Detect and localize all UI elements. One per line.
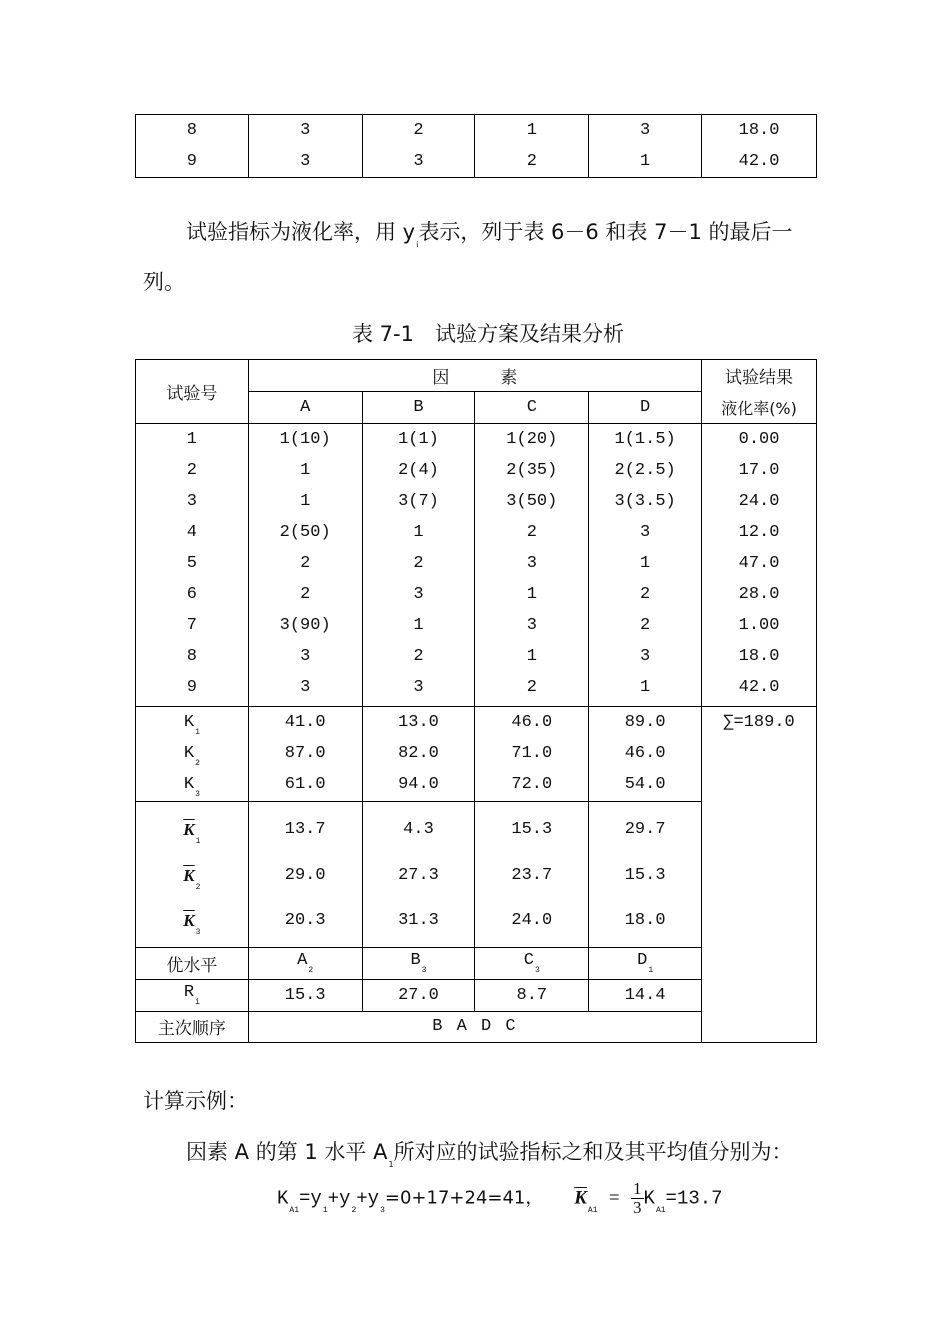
cell: 17.0 bbox=[738, 461, 780, 480]
k-label: $K_2$ bbox=[183, 744, 200, 768]
best-label: 优水平 bbox=[136, 947, 249, 979]
header-result-1: 试验结果 bbox=[702, 360, 817, 392]
cell: 3 bbox=[300, 678, 311, 697]
cell: 18.0 bbox=[702, 115, 817, 147]
header-row bbox=[136, 360, 817, 392]
cell: 3 bbox=[640, 647, 651, 666]
header-result-2: 液化率(%) bbox=[702, 392, 817, 424]
cell: 1 bbox=[300, 461, 311, 480]
formula-text: =y bbox=[299, 1187, 322, 1210]
kbar-label: $\overline{K}_3$ bbox=[183, 911, 201, 937]
cell: 41.0 bbox=[284, 713, 326, 732]
cell: 3 bbox=[413, 585, 424, 604]
cell: 2 bbox=[413, 647, 424, 666]
trial-no: 5 bbox=[186, 554, 197, 573]
kbar-label: $\overline{K}_1$ bbox=[183, 820, 201, 846]
cell: 3 bbox=[362, 146, 475, 178]
cell: 1(1) bbox=[398, 430, 439, 449]
col-d bbox=[589, 424, 702, 707]
trials-block bbox=[136, 424, 817, 707]
cell: 24.0 bbox=[511, 911, 553, 930]
cell: 18.0 bbox=[624, 911, 666, 930]
cell: 23.7 bbox=[511, 865, 553, 885]
r-d: 14.4 bbox=[589, 979, 702, 1011]
best-b: $B_3$ bbox=[362, 947, 475, 979]
cell: 8 bbox=[136, 115, 249, 147]
cell: 2(50) bbox=[279, 523, 331, 542]
cell: 31.3 bbox=[398, 911, 439, 930]
order-value: B A D C bbox=[248, 1011, 701, 1042]
kbar-label: $\overline{K}_2$ bbox=[183, 865, 201, 892]
sum-value: ∑=189.0 bbox=[723, 713, 795, 732]
cell: 3 bbox=[589, 115, 702, 147]
cell: 0.00 bbox=[738, 430, 780, 449]
cell: 3 bbox=[526, 616, 537, 635]
order-label: 主次顺序 bbox=[136, 1011, 249, 1042]
k-block bbox=[136, 707, 817, 802]
k-labels bbox=[136, 707, 249, 802]
cell: 18.0 bbox=[738, 647, 780, 666]
cell: 1 bbox=[640, 554, 651, 573]
cell: 4.3 bbox=[403, 820, 434, 839]
cell: 24.0 bbox=[738, 492, 780, 511]
example-title: 计算示例： bbox=[143, 1089, 248, 1113]
cell: 72.0 bbox=[511, 775, 553, 794]
cell: 2 bbox=[362, 115, 475, 147]
trial-no: 6 bbox=[186, 585, 197, 604]
best-a: $A_2$ bbox=[248, 947, 362, 979]
table-row bbox=[136, 115, 817, 147]
trial-no: 8 bbox=[186, 647, 197, 666]
cell: 2(4) bbox=[398, 461, 439, 480]
cell: 28.0 bbox=[738, 585, 780, 604]
cell: 27.3 bbox=[398, 865, 439, 885]
cell: 3 bbox=[413, 678, 424, 697]
cell: 2(2.5) bbox=[614, 461, 676, 480]
trial-no: 9 bbox=[186, 678, 197, 697]
para-sub: i bbox=[416, 240, 419, 249]
col-results bbox=[702, 424, 817, 707]
kbar-d bbox=[589, 802, 702, 948]
cell: 1 bbox=[526, 647, 537, 666]
col-c bbox=[475, 424, 589, 707]
cell: 3 bbox=[300, 647, 311, 666]
k-a bbox=[248, 707, 362, 802]
cell: 13.7 bbox=[284, 820, 326, 839]
trial-nos bbox=[136, 424, 249, 707]
cell: 1 bbox=[300, 492, 311, 511]
trial-no: 4 bbox=[186, 523, 197, 542]
k-label: $K_3$ bbox=[183, 775, 200, 799]
sum-cell bbox=[702, 707, 817, 1043]
para-text: 试验指标为液化率，用 y bbox=[186, 220, 416, 244]
factor-col-c: C bbox=[475, 392, 589, 424]
cell: 2 bbox=[640, 616, 651, 635]
main-table bbox=[135, 359, 817, 1043]
cell: 2 bbox=[413, 554, 424, 573]
cell: 2 bbox=[526, 678, 537, 697]
r-c: 8.7 bbox=[475, 979, 589, 1011]
table-caption: 表 7-1 试验方案及结果分析 bbox=[352, 322, 624, 346]
formula-kbar: $\overline{K}$ bbox=[574, 1187, 587, 1209]
cell: 3(3.5) bbox=[614, 492, 676, 511]
cell: 2 bbox=[300, 585, 311, 604]
header-factor: 因 素 bbox=[248, 360, 701, 392]
r-b: 27.0 bbox=[362, 979, 475, 1011]
fraction: $\frac{1}{3}$ bbox=[633, 1179, 642, 1217]
cell: 3 bbox=[526, 554, 537, 573]
cell: 20.3 bbox=[284, 911, 326, 930]
formula-k: K bbox=[277, 1187, 289, 1210]
kbar-c bbox=[475, 802, 589, 948]
trial-no: 2 bbox=[186, 461, 197, 480]
col-a bbox=[248, 424, 362, 707]
cell: 71.0 bbox=[511, 744, 553, 763]
best-c: $C_3$ bbox=[475, 947, 589, 979]
cell: 46.0 bbox=[624, 744, 666, 763]
trial-no: 1 bbox=[186, 430, 197, 449]
paragraph-intro-cont: 列。 bbox=[143, 270, 185, 294]
para-text: 表示，列于表 6－6 和表 7－1 的最后一 bbox=[418, 220, 793, 244]
cell: 1 bbox=[475, 115, 589, 147]
k-label: $K_1$ bbox=[183, 713, 200, 737]
cell: 1 bbox=[640, 678, 651, 697]
col-b bbox=[362, 424, 475, 707]
k-b bbox=[362, 707, 475, 802]
cell: 1.00 bbox=[738, 616, 780, 635]
cell: 1 bbox=[413, 523, 424, 542]
factor-col-d: D bbox=[589, 392, 702, 424]
cell: 82.0 bbox=[398, 744, 439, 763]
cell: 94.0 bbox=[398, 775, 439, 794]
header-trial: 试验号 bbox=[136, 360, 249, 424]
trial-no: 3 bbox=[186, 492, 197, 511]
cell: 2(35) bbox=[506, 461, 558, 480]
cell: 1(20) bbox=[506, 430, 558, 449]
cell: 3 bbox=[640, 523, 651, 542]
cell: 46.0 bbox=[511, 713, 553, 732]
kbar-b bbox=[362, 802, 475, 948]
best-d: $D_1$ bbox=[589, 947, 702, 979]
kbar-labels bbox=[136, 802, 249, 948]
cell: 2 bbox=[526, 523, 537, 542]
k-c bbox=[475, 707, 589, 802]
cell: 2 bbox=[475, 146, 589, 178]
r-label: $R_i$ bbox=[136, 979, 249, 1011]
cell: 89.0 bbox=[624, 713, 666, 732]
cell: 13.0 bbox=[398, 713, 439, 732]
factor-col-b: B bbox=[362, 392, 475, 424]
cell: 1 bbox=[413, 616, 424, 635]
cell: 2 bbox=[300, 554, 311, 573]
trial-no: 7 bbox=[186, 616, 197, 635]
cell: 15.3 bbox=[624, 865, 666, 885]
paragraph-intro bbox=[186, 216, 793, 249]
cell: 87.0 bbox=[284, 744, 326, 763]
factor-col-a: A bbox=[248, 392, 362, 424]
cell: 3 bbox=[248, 115, 362, 147]
cell: 3 bbox=[248, 146, 362, 178]
cell: 2 bbox=[640, 585, 651, 604]
r-a: 15.3 bbox=[248, 979, 362, 1011]
cell: 61.0 bbox=[284, 775, 326, 794]
cell: 42.0 bbox=[702, 146, 817, 178]
kbar-a bbox=[248, 802, 362, 948]
table-row bbox=[136, 146, 817, 178]
cell: 1 bbox=[526, 585, 537, 604]
formula-sub: A1 bbox=[289, 1205, 300, 1215]
cell: 15.3 bbox=[511, 820, 553, 839]
top-table bbox=[135, 114, 817, 178]
cell: 42.0 bbox=[738, 678, 780, 697]
cell: 1(10) bbox=[279, 430, 331, 449]
cell: 1(1.5) bbox=[614, 430, 676, 449]
cell: 3(7) bbox=[398, 492, 439, 511]
cell: 47.0 bbox=[738, 554, 780, 573]
cell: 12.0 bbox=[738, 523, 780, 542]
formula: $K_{A1}=y_1+y_2+y_3=0+17+24=41$， $\overline{K}_{A1}$ = $\frac{1}{3}$ $K_{A1}=13.7$ bbox=[277, 1179, 723, 1217]
cell: 3(90) bbox=[279, 616, 331, 635]
cell: 9 bbox=[136, 146, 249, 178]
cell: 29.7 bbox=[624, 820, 666, 839]
k-d bbox=[589, 707, 702, 802]
cell: 1 bbox=[589, 146, 702, 178]
cell: 29.0 bbox=[284, 865, 326, 885]
paragraph-example: 因素 A 的第 1 水平 $A_1$所对应的试验指标之和及其平均值分别为： bbox=[186, 1140, 793, 1169]
cell: 54.0 bbox=[624, 775, 666, 794]
cell: 3(50) bbox=[506, 492, 558, 511]
